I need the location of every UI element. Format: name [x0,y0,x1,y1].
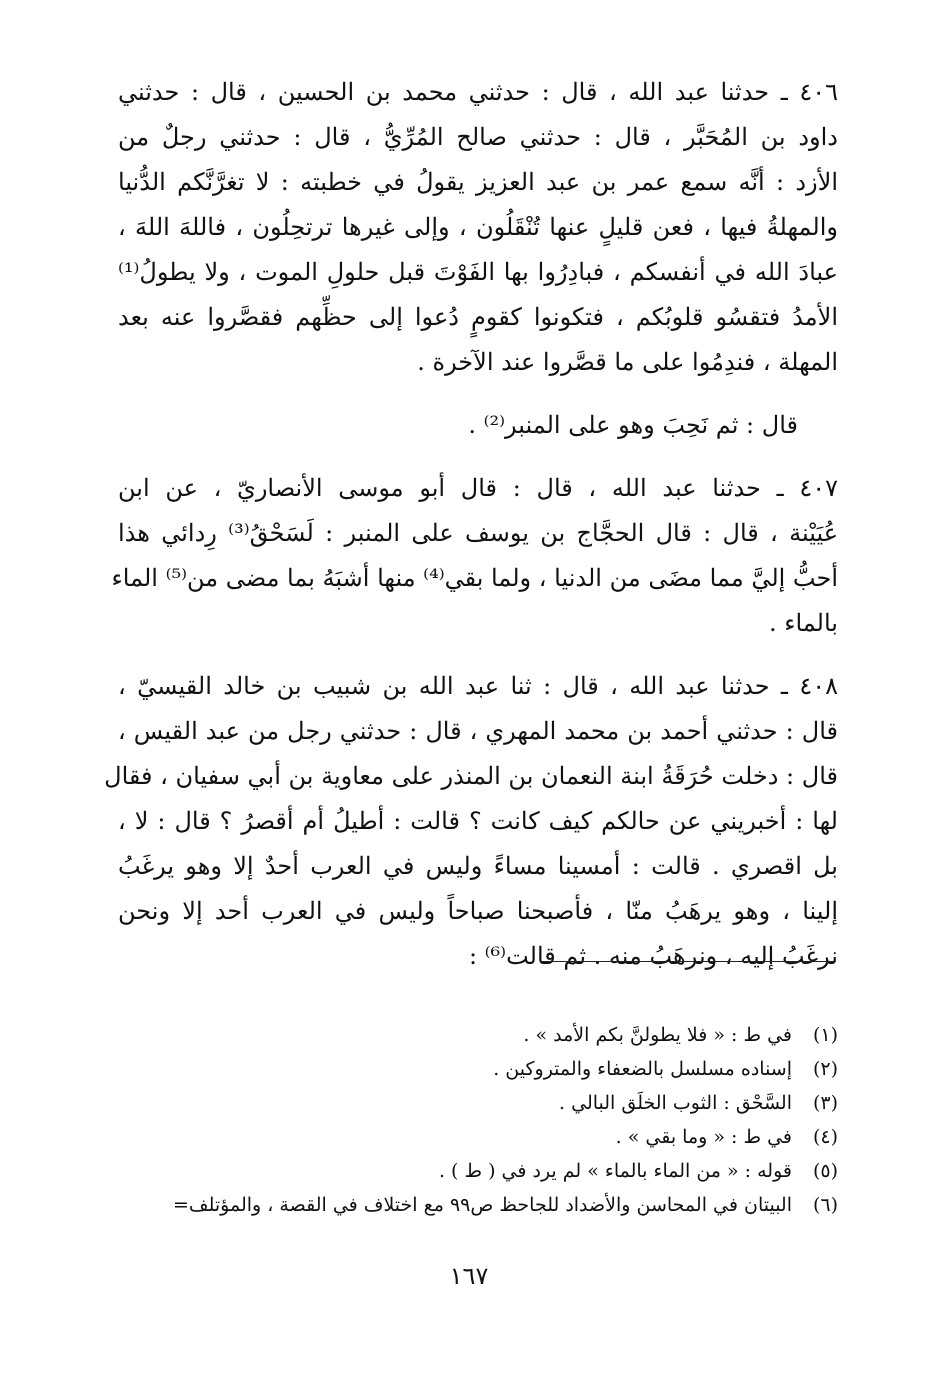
footnote-number: (١) [812,1024,838,1046]
text-line: ٤٠٧ ـ حدثنا عبد الله ، قال : قال أبو موسى الأنصاريّ ، عن ابن [118,474,838,502]
text-line: الأمدُ فتقسُو قلوبُكم ، فتكونوا كقومٍ دُعوا إلى حظِّهم فقصَّروا عنه بعد [118,303,838,331]
footnote [118,1154,838,1188]
footnote-text: في ط : « وما بقي » . [615,1126,792,1148]
text-line: نرغَبُ إليه ، ونرهَبُ منه . ثم قالت⁽⁶⁾ : [468,942,838,970]
footnote [118,1120,838,1154]
page-number: ١٦٧ [449,1262,489,1290]
text-line: قال : حدثني أحمد بن محمد المهري ، قال : حدثني رجل من عبد القيس ، [118,717,838,745]
footnote-text: إسناده مسلسل بالضعفاء والمتروكين . [493,1058,792,1080]
text-line: قال : دخلت حُرَقَةُ ابنة النعمان بن المنذر على معاوية بن أبي سفيان ، فقال [104,762,838,790]
footnote-text: البيتان في المحاسن والأضداد للجاحظ ص٩٩ مع اختلاف في القصة ، والمؤتلف= [173,1194,792,1216]
main-text [104,70,839,979]
paragraph-408 [104,664,838,979]
text-line: لها : أخبريني عن حالكم كيف كانت ؟ قالت : أطيلُ أم أقصرُ ؟ قال : لا ، [118,807,838,835]
text-line: قال : ثم نَحِبَ وهو على المنبر⁽²⁾ . [468,411,798,439]
text-line: إلينا ، وهو يرهَبُ منّا ، فأصبحنا صباحاً وليس في العرب أحد إلا ونحن [118,897,838,925]
footnote-separator [540,961,836,962]
footnote [118,1018,838,1052]
paragraph-406 [118,70,838,385]
footnote-text: قوله : « من الماء بالماء » لم يرد في ( ط ) . [438,1160,792,1182]
footnote-number: (٣) [812,1092,838,1114]
footnote-number: (٢) [812,1058,838,1080]
text-line: أحبُّ إليَّ مما مضَى من الدنيا ، ولما بقي⁽⁴⁾ منها أشبَهُ بما مضى من⁽⁵⁾ الماء [111,564,838,592]
text-line: والمهلةُ فيها ، فعن قليلٍ عنها تُنْقَلُون ، وإلى غيرها ترتحِلُون ، فاللهَ اللهَ ، [118,213,838,241]
footnote-number: (٥) [812,1160,838,1182]
text-line: ٤٠٦ ـ حدثنا عبد الله ، قال : حدثني محمد بن الحسين ، قال : حدثني [118,78,839,106]
text-line: داود بن المُحَبَّر ، قال : حدثني صالح المُرِّيُّ ، قال : حدثني رجلٌ من [118,123,838,151]
footnote [118,1188,838,1222]
text-line: المهلة ، فندِمُوا على ما قصَّروا عند الآخرة . [417,348,838,376]
footnote [118,1052,838,1086]
text-line: الأزد : أنَّه سمع عمر بن عبد العزيز يقولُ في خطبته : لا تغرَّنَّكم الدُّنيا [118,168,839,196]
footnotes [118,1018,838,1222]
footnote-text: السَّحْق : الثوب الخلَق البالي . [559,1092,792,1114]
text-line: عُيَيْنة ، قال : قال الحجَّاج بن يوسف على المنبر : لَسَحْقُ⁽³⁾ رِدائي هذا [118,519,839,547]
text-line: عبادَ الله في أنفسكم ، فبادِرُوا بها الفَوْتَ قبل حلولِ الموت ، ولا يطولُ⁽¹⁾ [118,258,838,286]
page-body [104,70,839,979]
text-line: بالماء . [768,609,838,637]
footnote-number: (٦) [812,1194,838,1216]
footnote-number: (٤) [812,1126,838,1148]
paragraph-406-note [118,403,838,448]
footnote [118,1086,838,1120]
paragraph-407 [111,466,839,646]
text-line: بل اقصري . قالت : أمسينا مساءً وليس في العرب أحدٌ إلا وهو يرغَبُ [118,852,838,880]
text-line: ٤٠٨ ـ حدثنا عبد الله ، قال : ثنا عبد الله بن شبيب بن خالد القيسيّ ، [118,672,838,700]
footnote-text: في ط : « فلا يطولنَّ بكم الأمد » . [523,1024,792,1046]
